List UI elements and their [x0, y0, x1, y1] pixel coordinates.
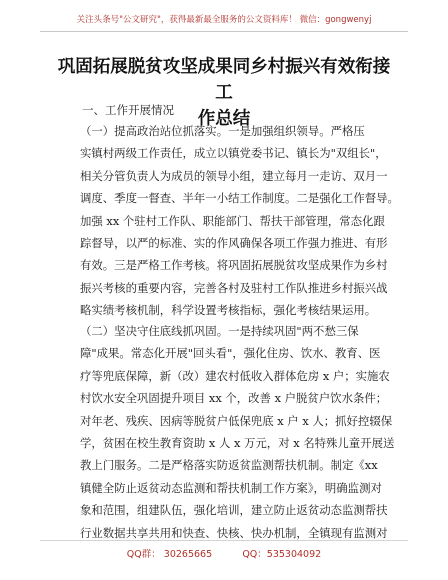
paragraph-line: 教上门服务。二是严格落实防返贫监测帮扶机制。制定《xx — [80, 458, 378, 473]
paragraph-line: 象和范围，组建队伍，强化培训，建立防止返贫动态监测帮扶 — [80, 503, 388, 518]
paragraph-line: 踪督导，以严的标准、实的作风确保各项工作强力推进、有形 — [80, 235, 388, 250]
paragraph-line: 调度、季度一督查、半年一小结工作制度。二是强化工作督导。 — [80, 191, 399, 206]
paragraph-line: 略实绩考核机制，科学设置考核指标，强化考核结果运用。 — [80, 303, 377, 318]
paragraph-line: 村饮水安全巩固提升项目 xx 个，改善 x 户脱贫户饮水条件； — [80, 391, 388, 406]
section-heading: 一、工作开展情况 — [82, 103, 174, 117]
paragraph-line: 镇健全防止返贫动态监测和帮扶机制工作方案》，明确监测对 — [80, 480, 382, 495]
paragraph-line: 对年老、残疾、因病等脱贫户低保兜底 x 户 x 人；抓好控辍保 — [80, 413, 393, 428]
paragraph-line: 障"成果。常态化开展"回头看"，强化住房、饮水、教育、医 — [80, 346, 381, 361]
document-title-line-2: 作总结 — [197, 109, 251, 129]
paragraph-line: 有效。三是严格工作考核。将巩固拓展脱贫攻坚成果作为乡村 — [80, 258, 388, 273]
paragraph-line: 学，贫困在校生教育资助 x 人 x 万元，对 x 名特殊儿童开展送 — [80, 435, 395, 450]
paragraph-line: 疗等兜底保障，新（改）建农村低收入群体危房 x 户；实施农 — [80, 368, 390, 383]
document-title-line-1: 巩固拓展脱贫攻坚成果同乡村振兴有效衔接工 — [57, 57, 391, 103]
paragraph-line: 实镇村两级工作责任，成立以镇党委书记、镇长为"双组长"， — [80, 146, 387, 161]
paragraph-organization — [80, 120, 399, 322]
paragraph-line: 加强 xx 个驻村工作队、职能部门、帮扶干部管理，常态化跟 — [80, 213, 385, 228]
paragraph-line: （二）坚决守住底线抓巩固。一是持续巩固"两不愁三保 — [80, 324, 359, 338]
header-promo-note: 关注头条号"公文研究"，获得最新最全服务的公文资料库！ 微信：gongwenyj — [76, 15, 372, 25]
paragraph-line: 相关分管负责人为成员的领导小组，建立每月一走访、双月一 — [80, 168, 388, 183]
paragraph-line: 行业数据共享共用和快查、快核、快办机制，全镇现有监测对 — [80, 525, 388, 540]
paragraph-line: （一）提高政治站位抓落实。一是加强组织领导。严格压 — [80, 124, 365, 138]
footer-contact: QQ群： 30265665 QQ：535304092 — [126, 549, 322, 560]
header-divider — [40, 31, 408, 32]
paragraph-bottom-line — [80, 320, 395, 544]
paragraph-line: 振兴考核的重要内容，完善各村及驻村工作队推进乡村振兴战 — [80, 280, 388, 295]
footer-divider — [40, 540, 408, 541]
